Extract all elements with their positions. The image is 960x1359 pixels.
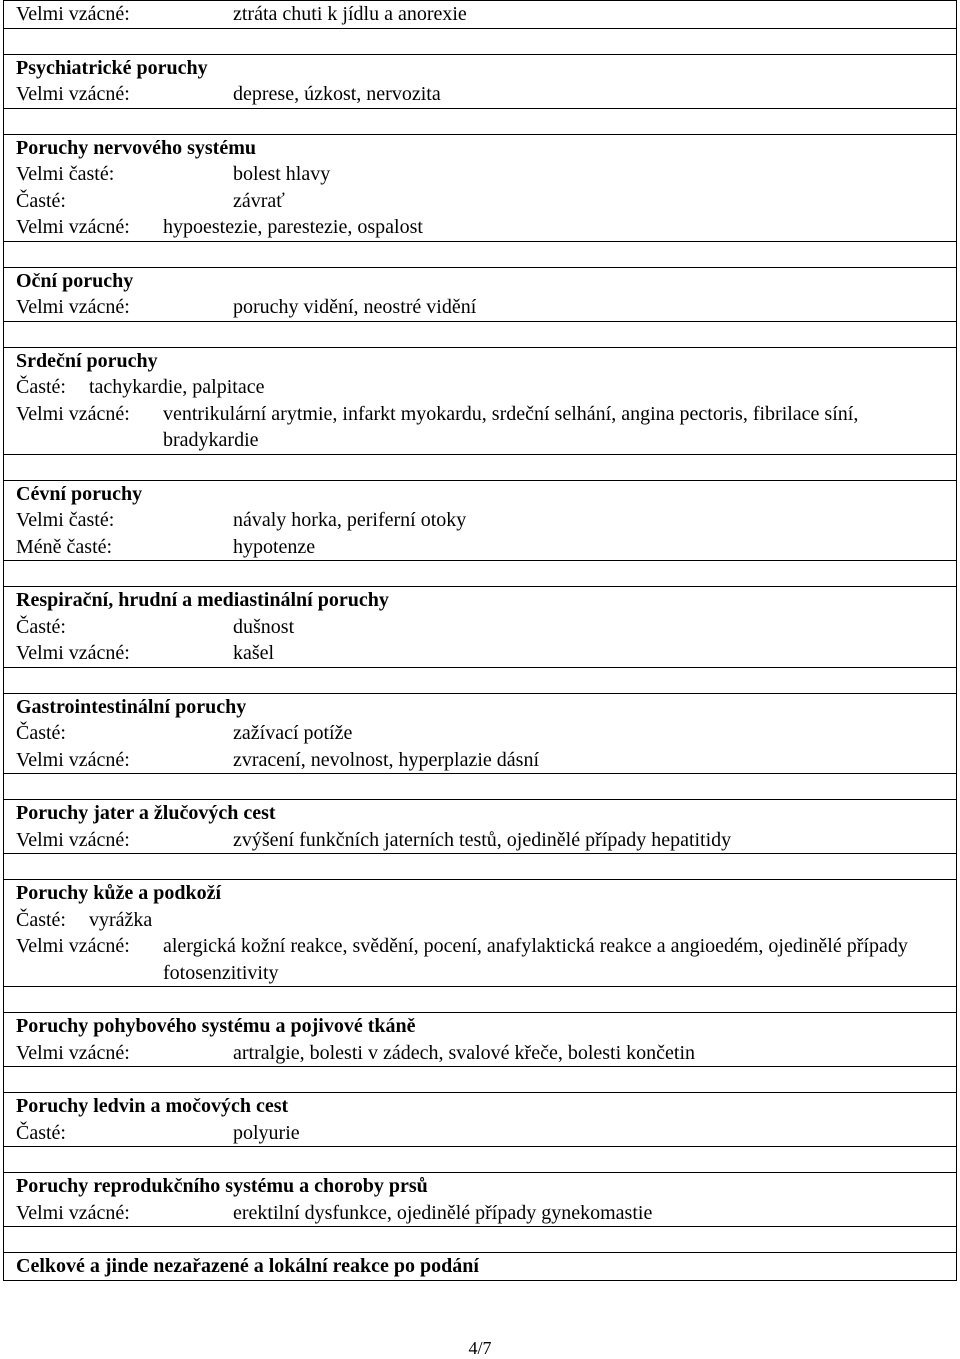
frequency-label: Časté: <box>16 615 66 638</box>
section-cell <box>4 800 957 854</box>
frequency-line <box>16 401 956 454</box>
effect-text: vyrážka <box>89 908 153 931</box>
frequency-label: Časté: <box>16 722 66 744</box>
frequency-line <box>16 827 956 854</box>
spacer-cell <box>4 987 957 1013</box>
frequency-line <box>16 614 956 641</box>
effect-text: alergická kožní reakce, svědění, pocení, anafylaktická reakce a angioedém, ojedinělé případy fotosenzitivity <box>163 935 908 984</box>
section-row <box>4 587 957 668</box>
spacer-cell <box>4 321 957 347</box>
section-row <box>4 693 957 774</box>
section-heading: Cévní poruchy <box>16 482 143 505</box>
effect-text: zvracení, nevolnost, hyperplazie dásní <box>233 748 539 771</box>
frequency-label: Velmi vzácné: <box>16 748 130 771</box>
spacer-row <box>4 1147 957 1173</box>
section-heading: Poruchy nervového systému <box>16 136 256 159</box>
frequency-label: Časté: <box>16 189 66 212</box>
spacer-row <box>4 774 957 800</box>
frequency-label: Velmi vzácné: <box>16 1201 130 1224</box>
section-cell <box>4 267 957 321</box>
effect-text: závrať <box>233 189 285 212</box>
frequency-line <box>16 507 956 534</box>
effect-text: ztráta chuti k jídlu a anorexie <box>233 3 467 25</box>
section-row <box>4 1173 957 1227</box>
spacer-row <box>4 561 957 587</box>
section-heading: Respirační, hrudní a mediastinální poruchy <box>16 589 389 611</box>
section-cell <box>4 54 957 108</box>
section-heading: Poruchy ledvin a močových cest <box>16 1095 289 1117</box>
spacer-row <box>4 241 957 267</box>
frequency-label: Časté: <box>16 1121 66 1144</box>
effect-text: zvýšení funkčních jaterních testů, ojedinělé případy hepatitidy <box>233 828 732 851</box>
spacer-cell <box>4 1227 957 1253</box>
spacer-row <box>4 321 957 347</box>
document-page <box>3 0 957 1281</box>
frequency-label: Časté: <box>16 376 66 398</box>
section-cell <box>4 1173 957 1227</box>
frequency-line <box>16 81 956 108</box>
frequency-line <box>16 1040 956 1067</box>
spacer-cell <box>4 667 957 693</box>
section-heading: Poruchy reprodukčního systému a choroby prsů <box>16 1175 428 1197</box>
section-heading: Psychiatrické poruchy <box>16 56 208 79</box>
section-cell <box>4 134 957 241</box>
spacer-row <box>4 1227 957 1253</box>
frequency-label: Časté: <box>16 908 66 931</box>
section-cell <box>4 1 957 29</box>
section-cell <box>4 1093 957 1147</box>
section-row <box>4 880 957 987</box>
section-heading: Poruchy pohybového systému a pojivové tkáně <box>16 1015 416 1037</box>
frequency-line <box>16 534 956 561</box>
frequency-label: Velmi vzácné: <box>16 642 130 664</box>
section-cell <box>4 347 957 454</box>
section-row <box>4 134 957 241</box>
spacer-cell <box>4 1067 957 1093</box>
frequency-line <box>16 907 956 934</box>
frequency-line <box>16 720 956 747</box>
section-cell <box>4 1253 957 1281</box>
section-cell <box>4 587 957 668</box>
section-row <box>4 1253 957 1281</box>
frequency-line <box>16 294 956 321</box>
spacer-cell <box>4 1147 957 1173</box>
spacer-cell <box>4 854 957 880</box>
frequency-label: Velmi vzácné: <box>16 216 130 238</box>
effect-text: dušnost <box>233 615 295 638</box>
frequency-label: Velmi vzácné: <box>16 296 130 318</box>
frequency-label: Velmi časté: <box>16 509 115 531</box>
section-heading: Poruchy jater a žlučových cest <box>16 802 276 824</box>
frequency-line <box>16 747 956 774</box>
section-row <box>4 480 957 561</box>
effect-text: kašel <box>233 642 275 664</box>
frequency-label: Velmi vzácné: <box>16 3 130 25</box>
page-number: 4/7 <box>468 1338 492 1358</box>
section-heading: Poruchy kůže a podkoží <box>16 882 222 904</box>
spacer-row <box>4 987 957 1013</box>
effect-text: návaly horka, periferní otoky <box>233 509 467 531</box>
section-heading: Celkové a jinde nezařazené a lokální reakce po podání <box>16 1255 479 1277</box>
section-row <box>4 1 957 29</box>
section-row <box>4 800 957 854</box>
effect-text: artralgie, bolesti v zádech, svalové křeče, bolesti končetin <box>233 1041 696 1064</box>
effect-text: polyurie <box>233 1121 300 1144</box>
frequency-label: Velmi vzácné: <box>16 402 130 425</box>
frequency-line <box>16 1120 956 1147</box>
section-heading: Oční poruchy <box>16 269 134 292</box>
frequency-line <box>16 640 956 667</box>
spacer-cell <box>4 454 957 480</box>
effect-text: zažívací potíže <box>233 722 353 744</box>
frequency-line <box>16 161 956 188</box>
spacer-row <box>4 28 957 54</box>
section-cell <box>4 693 957 774</box>
frequency-line <box>16 374 956 401</box>
section-cell <box>4 480 957 561</box>
spacer-cell <box>4 108 957 134</box>
section-row <box>4 267 957 321</box>
frequency-label: Méně časté: <box>16 535 113 558</box>
spacer-row <box>4 667 957 693</box>
section-heading: Gastrointestinální poruchy <box>16 695 247 718</box>
spacer-row <box>4 1067 957 1093</box>
frequency-line <box>16 188 956 215</box>
effect-text: erektilní dysfunkce, ojedinělé případy gynekomastie <box>233 1201 653 1224</box>
adverse-effects-table <box>3 0 957 1281</box>
frequency-label: Velmi časté: <box>16 163 115 185</box>
spacer-cell <box>4 561 957 587</box>
section-cell <box>4 1013 957 1067</box>
effect-text: deprese, úzkost, nervozita <box>233 83 441 105</box>
spacer-row <box>4 454 957 480</box>
effect-text: poruchy vidění, neostré vidění <box>233 296 477 318</box>
frequency-label: Velmi vzácné: <box>16 935 130 957</box>
spacer-row <box>4 854 957 880</box>
frequency-line <box>16 214 956 241</box>
spacer-row <box>4 108 957 134</box>
frequency-line <box>16 1200 956 1227</box>
section-row <box>4 1093 957 1147</box>
spacer-cell <box>4 28 957 54</box>
section-row <box>4 347 957 454</box>
section-row <box>4 54 957 108</box>
table-body <box>4 1 957 1281</box>
effect-text: bolest hlavy <box>233 163 331 185</box>
frequency-line <box>16 1 956 28</box>
section-row <box>4 1013 957 1067</box>
effect-text: hypotenze <box>233 535 316 558</box>
spacer-cell <box>4 774 957 800</box>
effect-text: ventrikulární arytmie, infarkt myokardu, srdeční selhání, angina pectoris, fibrilace síní, bradykardie <box>163 402 859 451</box>
frequency-line <box>16 933 956 986</box>
section-cell <box>4 880 957 987</box>
effect-text: tachykardie, palpitace <box>89 376 265 398</box>
section-heading: Srdeční poruchy <box>16 349 158 372</box>
frequency-label: Velmi vzácné: <box>16 1041 130 1064</box>
frequency-label: Velmi vzácné: <box>16 828 130 851</box>
effect-text: hypoestezie, parestezie, ospalost <box>163 216 423 238</box>
spacer-cell <box>4 241 957 267</box>
frequency-label: Velmi vzácné: <box>16 83 130 105</box>
